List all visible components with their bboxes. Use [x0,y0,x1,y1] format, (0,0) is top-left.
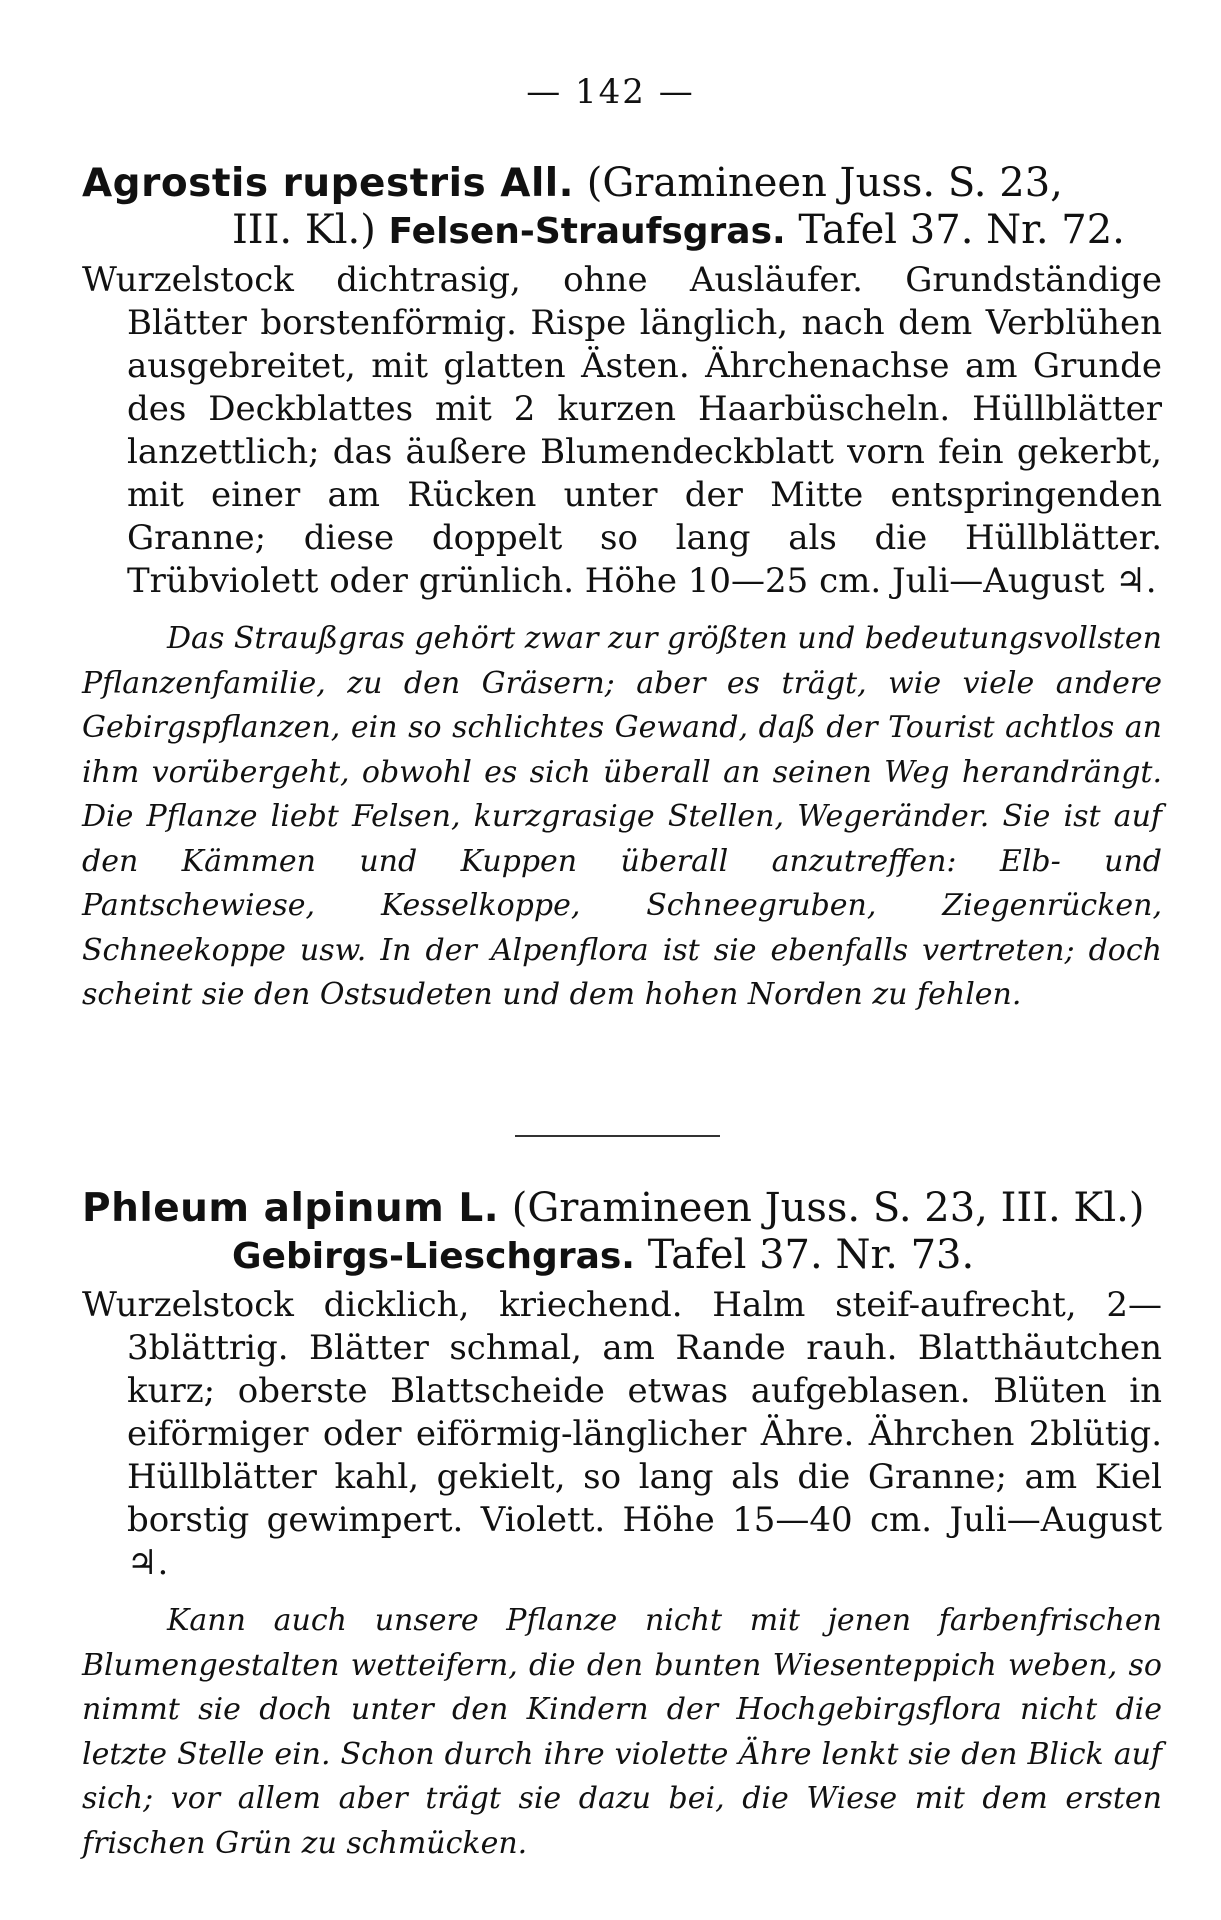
page-number: — 142 — [526,72,695,112]
heading-line-2 [82,1232,1162,1280]
entry-heading [82,160,1162,255]
classification: (Gramineen Juss. S. 23, [586,160,1063,206]
heading-line-2 [82,207,1162,255]
scientific-name: Phleum alpinum L. [82,1186,500,1231]
entry-heading [82,1185,1162,1280]
classification-cont: III. Kl.) [232,207,376,253]
plate-reference: Tafel 37. Nr. 73. [647,1232,975,1278]
species-entry-agrostis [82,160,1162,1018]
species-entry-phleum [82,1185,1162,1866]
common-name: Gebirgs-Lieschgras. [232,1236,635,1277]
species-note: Das Straußgras gehört zwar zur größten und bedeutungsvollsten Pflanzenfamilie, zu den Gräsern; aber es trägt, wie viele andere Gebirgspflanzen, ein so schlichtes Gewand, daß der Tourist achtlos an ihm vorübergeht, obwohl es sich überall an seinen Weg herandrängt. Die Pflanze liebt Felsen, kurzgrasige Stellen, Wegeränder. Sie ist auf den Kämmen und Kuppen überall anzutreffen: Elb- und Pantschewiese, Kesselkoppe, Schneegruben, Ziegenrücken, Schneekoppe usw. In der Alpenflora ist sie ebenfalls vertreten; doch scheint sie den Ostsudeten und dem hohen Norden zu fehlen. [82,621,1162,1012]
classification: (Gramineen Juss. S. 23, III. Kl.) [511,1185,1145,1231]
scientific-name: Agrostis rupestris All. [82,161,574,206]
common-name: Felsen-Straufsgras. [388,211,786,252]
species-description: Wurzelstock dicklich, kriechend. Halm steif-aufrecht, 2—3blättrig. Blätter schmal, am Rande rauh. Blatthäutchen kurz; oberste Blattscheide etwas aufgeblasen. Blüten in eiförmiger oder eiförmig-länglicher Ähre. Ährchen 2blütig. Hüllblätter kahl, gekielt, so lang als die Granne; am Kiel borstig gewimpert. Violett. Höhe 15—40 cm. Juli—August ♃. [82,1285,1162,1583]
plate-reference: Tafel 37. Nr. 72. [798,207,1125,253]
species-description: Wurzelstock dichtrasig, ohne Ausläufer. Grundständige Blätter borstenförmig. Rispe länglich, nach dem Verblühen ausgebreitet, mit glatten Ästen. Ährchenachse am Grunde des Deckblattes mit 2 kurzen Haarbüscheln. Hüllblätter lanzettlich; das äußere Blumendeckblatt vorn fein gekerbt, mit einer am Rücken unter der Mitte entspringenden Granne; diese doppelt so lang als die Hüllblätter. Trübviolett oder grünlich. Höhe 10—25 cm. Juli—August ♃. [82,260,1162,601]
section-divider [515,1135,720,1137]
species-note: Kann auch unsere Pflanze nicht mit jenen farbenfrischen Blumengestalten wetteifern, die den bunten Wiesenteppich weben, so nimmt sie doch unter den Kindern der Hochgebirgsflora nicht die letzte Stelle ein. Schon durch ihre violette Ähre lenkt sie den Blick auf sich; vor allem aber trägt sie dazu bei, die Wiese mit dem ersten frischen Grün zu schmücken. [82,1603,1162,1861]
